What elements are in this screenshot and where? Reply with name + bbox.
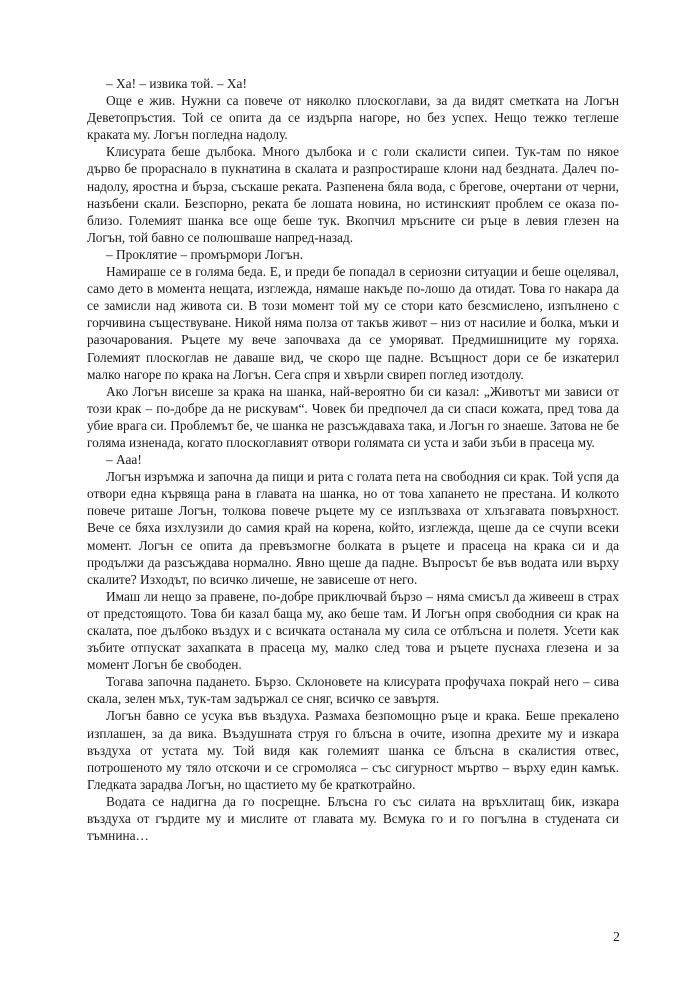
paragraph: Логън бавно се усука във въздуха. Размаха безпомощно ръце и крака. Беше прекалено изплашен, за да вика. Въздушната струя го блъсна в очите, изопна дрехите му и изкара въздуха от устата му. Той видя как големият шанка се блъсна в скалистия отвес, потрошеното му тяло отскочи и се сгромоляса – със сигурност мъртво – върху един камък. Гледката зарадва Логън, но щастието му бе краткотрайно. [87,708,619,792]
paragraph: Водата се надигна да го посрещне. Блъсна го със силата на връхлитащ бик, изкара въздуха от гърдите му и мислите от главата му. Всмука го и го погълна в студената си тъмнина… [87,793,619,844]
paragraph: Имаш ли нещо за правене, по-добре приключвай бързо – няма смисъл да живееш в страх от предстоящото. Това би казал баща му, ако беше там. И Логън опря свободния си крак на скалата, пое дълбоко въздух и с всичката останала му сила се отблъсна и полетя. Усети как зъбите отпускат захапката в прасеца му, малко след това и ръцете пуснаха глезена и за момент Логън бе свободен. [87,588,619,673]
paragraph: Клисурата беше дълбока. Много дълбока и с голи скалисти сипеи. Тук-там по някое дърво бе прораснало в пукнатина в скалата и разпростираше клони над бездната. Далеч по-надолу, яростна и бърза, съскаше реката. Разпенена бяла вода, с брегове, очертани от черни, назъбени скали. Безспорно, реката бе лошата новина, но истинският проблем се оказа по-близо. Големият шанка все още беше тук. Вкопчил мръсните си ръце в левия глезен на Логън, той бавно се полюшваше напред-назад. [87,144,619,245]
paragraph: – Ха! – извика той. – Ха! [106,76,247,91]
page-number: 2 [613,930,620,945]
paragraph: Тогава започна падането. Бързо. Склоновете на клисурата профучаха покрай него – сива скала, зелен мъх, тук-там задържал се сняг, всичко се завъртя. [87,674,619,707]
paragraph: Намираше се в голяма беда. Е, и преди бе попадал в сериозни ситуации и беше оцелявал, само дето в момента нещата, изглежда, нямаше накъде по-лошо да отидат. Това го накара да се замисли над живота си. В този момент той му се стори като безсмислено, изпълнено с горчивина съществуване. Никой няма полза от такъв живот – низ от насилие и болка, мъки и разочарования. Ръцете му вече започваха да се уморяват. Предмишниците му горяха. Големият плоскоглав не даваше вид, че скоро ще падне. Всъщност дори се бе изкатерил малко нагоре по крака на Логън. Сега спря и хвърли свиреп поглед изотдолу. [87,264,619,382]
body-text [87,75,619,844]
paragraph: Ако Логън висеше за крака на шанка, най-вероятно би си казал: „Животът ми зависи от този крак – по-добре да не рискувам“. Човек би предпочел да си спаси кожата, пред това да убие врага си. Проблемът бе, че шанка не разсъждаваха така, и Логън го знаеше. Затова не бе голяма изненада, когато плоскоглавият отвори голямата си уста и заби зъби в прасеца му. [87,383,619,450]
paragraph: Още е жив. Нужни са повече от няколко плоскоглави, за да видят сметката на Логън Деветопръстия. Той се опита да се издърпа нагоре, но без успех. Нещо тежко теглеше краката му. Логън погледна надолу. [87,93,619,143]
paragraph: Логън изръмжа и започна да пищи и рита с голата пета на свободния си крак. Той успя да отвори една кървяща рана в главата на шанка, но от това хапането не престана. И колкото повече риташе Логън, толкова повече ръцете му се изплъзваха от хлъзгавата повърхност. Вече се бяха изхлузили до самия край на корена, който, изглежда, щеше да се счупи всеки момент. Логън се опита да превъзмогне болката в ръцете и прасеца на крака си и да продължи да разсъждава нормално. Явно щеше да падне. Въпросът бе във водата или върху скалите? Изходът, по всичко личеше, не зависеше от него. [87,469,619,587]
paragraph: – Ааа! [106,452,142,468]
paragraph: – Проклятие – промърмори Логън. [106,246,304,262]
